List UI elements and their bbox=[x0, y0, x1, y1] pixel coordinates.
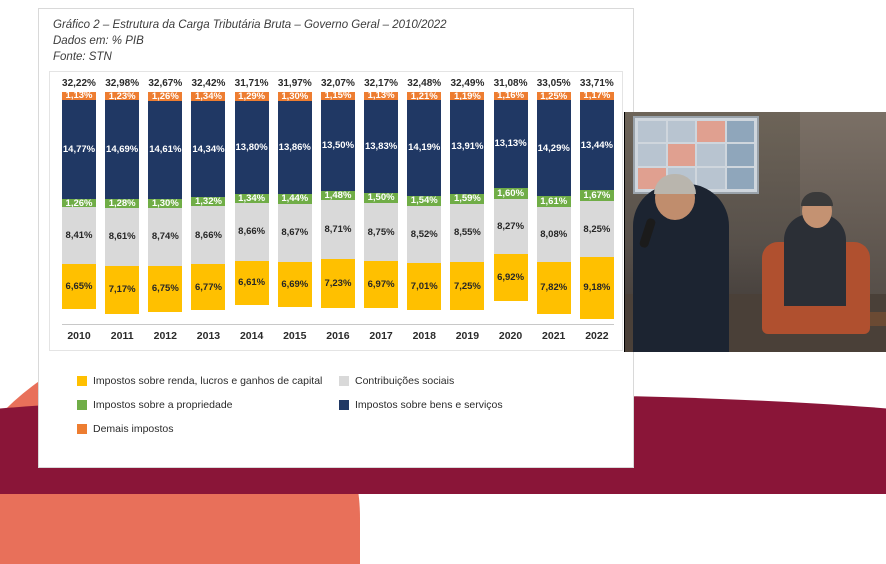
bar-segment: 8,41% bbox=[62, 207, 96, 264]
bar-column bbox=[364, 78, 398, 320]
bar-segment: 14,77% bbox=[62, 100, 96, 199]
bar-segment: 6,92% bbox=[494, 254, 528, 301]
bar-segment: 7,01% bbox=[407, 263, 441, 310]
video-thumbnail[interactable] bbox=[624, 112, 886, 352]
x-axis-tick-label: 2015 bbox=[283, 329, 307, 342]
bar-column bbox=[235, 78, 269, 320]
chart-title: Gráfico 2 – Estrutura da Carga Tributária Bruta – Governo Geral – 2010/2022 bbox=[53, 19, 447, 31]
x-axis-tick-label: 2012 bbox=[153, 329, 177, 342]
bar-segment: 8,75% bbox=[364, 203, 398, 262]
bar-segment: 13,83% bbox=[364, 100, 398, 193]
legend-swatch bbox=[77, 400, 87, 410]
bar-segment: 8,25% bbox=[580, 201, 614, 256]
bar-stack bbox=[407, 92, 441, 310]
x-axis-tick-label: 2021 bbox=[542, 329, 566, 342]
stacked-bar-columns bbox=[62, 78, 614, 320]
bar-segment: 1,17% bbox=[580, 92, 614, 100]
bar-segment: 14,34% bbox=[191, 101, 225, 197]
bar-stack bbox=[191, 92, 225, 310]
x-axis-tick-label: 2010 bbox=[67, 329, 91, 342]
bar-segment: 14,61% bbox=[148, 101, 182, 199]
x-axis-tick-label: 2013 bbox=[196, 329, 221, 342]
bar-segment: 1,15% bbox=[321, 92, 355, 100]
bar-segment: 7,25% bbox=[450, 262, 484, 311]
bar-segment: 7,82% bbox=[537, 262, 571, 315]
bar-segment: 6,75% bbox=[148, 266, 182, 311]
legend-swatch bbox=[77, 376, 87, 386]
bar-segment: 1,26% bbox=[148, 92, 182, 100]
legend-swatch bbox=[339, 376, 349, 386]
legend-label: Contribuições sociais bbox=[355, 375, 455, 387]
bar-segment: 6,61% bbox=[235, 261, 269, 305]
bar-segment: 13,91% bbox=[450, 100, 484, 193]
bar-segment: 13,44% bbox=[580, 100, 614, 190]
x-axis-tick-label: 2011 bbox=[110, 329, 134, 342]
bar-column bbox=[580, 78, 614, 320]
bar-segment: 1,44% bbox=[278, 194, 312, 204]
legend-swatch bbox=[339, 400, 349, 410]
bar-segment: 8,71% bbox=[321, 200, 355, 259]
bar-segment: 1,25% bbox=[537, 92, 571, 100]
bar-total-label: 32,07% bbox=[320, 78, 355, 89]
chart-legend bbox=[49, 375, 623, 435]
bar-column bbox=[278, 78, 312, 320]
bar-segment: 6,65% bbox=[62, 264, 96, 309]
bar-segment: 1,54% bbox=[407, 196, 441, 206]
bar-segment: 8,66% bbox=[191, 206, 225, 264]
bar-segment: 8,66% bbox=[235, 203, 269, 261]
bar-column bbox=[62, 78, 96, 320]
bar-total-label: 33,05% bbox=[536, 78, 571, 89]
bar-stack bbox=[62, 92, 96, 309]
legend-swatch bbox=[77, 424, 87, 434]
bar-segment: 1,21% bbox=[407, 92, 441, 100]
bar-segment: 1,16% bbox=[494, 92, 528, 100]
bar-segment: 1,13% bbox=[62, 92, 96, 100]
bar-segment: 13,13% bbox=[494, 100, 528, 188]
bar-segment: 1,30% bbox=[278, 92, 312, 101]
video-presentation-screen bbox=[633, 116, 759, 194]
bar-segment: 1,59% bbox=[450, 194, 484, 205]
bar-stack bbox=[537, 92, 571, 314]
bar-stack bbox=[235, 92, 269, 305]
bar-column bbox=[105, 78, 139, 320]
chart-slide bbox=[38, 8, 634, 468]
chart-subtitle: Dados em: % PIB bbox=[53, 35, 144, 47]
legend-item bbox=[77, 375, 333, 387]
bar-column bbox=[191, 78, 225, 320]
bar-segment: 6,69% bbox=[278, 262, 312, 307]
bar-total-label: 31,71% bbox=[234, 78, 269, 89]
bar-column bbox=[450, 78, 484, 320]
legend-label: Demais impostos bbox=[93, 423, 174, 435]
bar-segment: 14,69% bbox=[105, 100, 139, 199]
legend-item bbox=[339, 375, 595, 387]
bar-total-label: 31,08% bbox=[493, 78, 528, 89]
x-axis-tick-label: 2022 bbox=[585, 329, 609, 342]
bar-segment: 13,50% bbox=[321, 100, 355, 191]
bar-segment: 1,48% bbox=[321, 191, 355, 201]
bar-segment: 1,30% bbox=[148, 199, 182, 208]
chart-source: Fonte: STN bbox=[53, 51, 112, 63]
bar-segment: 13,80% bbox=[235, 101, 269, 194]
bar-segment: 8,74% bbox=[148, 208, 182, 267]
bar-stack bbox=[278, 92, 312, 307]
x-axis-tick-label: 2020 bbox=[498, 329, 523, 342]
bar-segment: 1,28% bbox=[105, 199, 139, 208]
bar-segment: 1,23% bbox=[105, 92, 139, 100]
x-axis-tick-label: 2017 bbox=[369, 329, 393, 342]
legend-label: Impostos sobre renda, lucros e ganhos de capital bbox=[93, 375, 323, 387]
legend-item bbox=[339, 399, 595, 411]
bar-segment: 1,32% bbox=[191, 197, 225, 206]
legend-item bbox=[77, 423, 333, 435]
legend-label: Impostos sobre bens e serviços bbox=[355, 399, 503, 411]
bar-segment: 14,29% bbox=[537, 100, 571, 196]
bar-column bbox=[321, 78, 355, 320]
bar-segment: 1,50% bbox=[364, 193, 398, 203]
bar-total-label: 32,42% bbox=[191, 78, 226, 89]
bar-segment: 13,86% bbox=[278, 101, 312, 194]
bar-segment: 8,52% bbox=[407, 206, 441, 263]
bar-segment: 8,61% bbox=[105, 208, 139, 266]
bar-column bbox=[494, 78, 528, 320]
bar-segment: 8,55% bbox=[450, 204, 484, 261]
bar-segment: 9,18% bbox=[580, 257, 614, 319]
bar-total-label: 32,49% bbox=[450, 78, 485, 89]
bar-segment: 1,61% bbox=[537, 196, 571, 207]
x-axis-tick-label: 2014 bbox=[239, 329, 264, 342]
bar-segment: 7,23% bbox=[321, 259, 355, 308]
bar-segment: 1,60% bbox=[494, 188, 528, 199]
bar-segment: 8,67% bbox=[278, 204, 312, 262]
bar-total-label: 31,97% bbox=[277, 78, 312, 89]
bar-segment: 6,77% bbox=[191, 264, 225, 310]
bar-column bbox=[537, 78, 571, 320]
bar-segment: 1,26% bbox=[62, 199, 96, 207]
bar-total-label: 32,48% bbox=[407, 78, 442, 89]
bar-stack bbox=[580, 92, 614, 319]
bar-segment: 1,13% bbox=[364, 92, 398, 100]
bar-total-label: 32,67% bbox=[148, 78, 183, 89]
bar-stack bbox=[105, 92, 139, 314]
x-axis-tick-label: 2019 bbox=[455, 329, 480, 342]
bar-segment: 1,67% bbox=[580, 190, 614, 201]
bar-total-label: 32,22% bbox=[62, 78, 96, 89]
bar-segment: 8,08% bbox=[537, 207, 571, 261]
x-axis-tick-label: 2016 bbox=[326, 329, 350, 342]
bar-segment: 8,27% bbox=[494, 199, 528, 255]
legend-label: Impostos sobre a propriedade bbox=[93, 399, 233, 411]
bar-segment: 14,19% bbox=[407, 100, 441, 195]
bar-stack bbox=[494, 92, 528, 301]
bar-total-label: 32,17% bbox=[364, 78, 399, 89]
chart-plot-area bbox=[49, 71, 623, 351]
bar-segment: 1,34% bbox=[235, 194, 269, 203]
bar-column bbox=[407, 78, 441, 320]
bar-segment: 1,34% bbox=[191, 92, 225, 101]
bar-total-label: 32,98% bbox=[105, 78, 140, 89]
bar-stack bbox=[450, 92, 484, 310]
bar-segment: 6,97% bbox=[364, 261, 398, 308]
x-axis-labels bbox=[62, 324, 614, 346]
bar-total-label: 33,71% bbox=[579, 78, 614, 89]
bar-stack bbox=[364, 92, 398, 308]
bar-column bbox=[148, 78, 182, 320]
bar-segment: 1,29% bbox=[235, 92, 269, 101]
bar-stack bbox=[321, 92, 355, 308]
x-axis-tick-label: 2018 bbox=[412, 329, 436, 342]
bar-stack bbox=[148, 92, 182, 312]
bar-segment: 7,17% bbox=[105, 266, 139, 314]
bar-segment: 1,19% bbox=[450, 92, 484, 100]
legend-item bbox=[77, 399, 333, 411]
